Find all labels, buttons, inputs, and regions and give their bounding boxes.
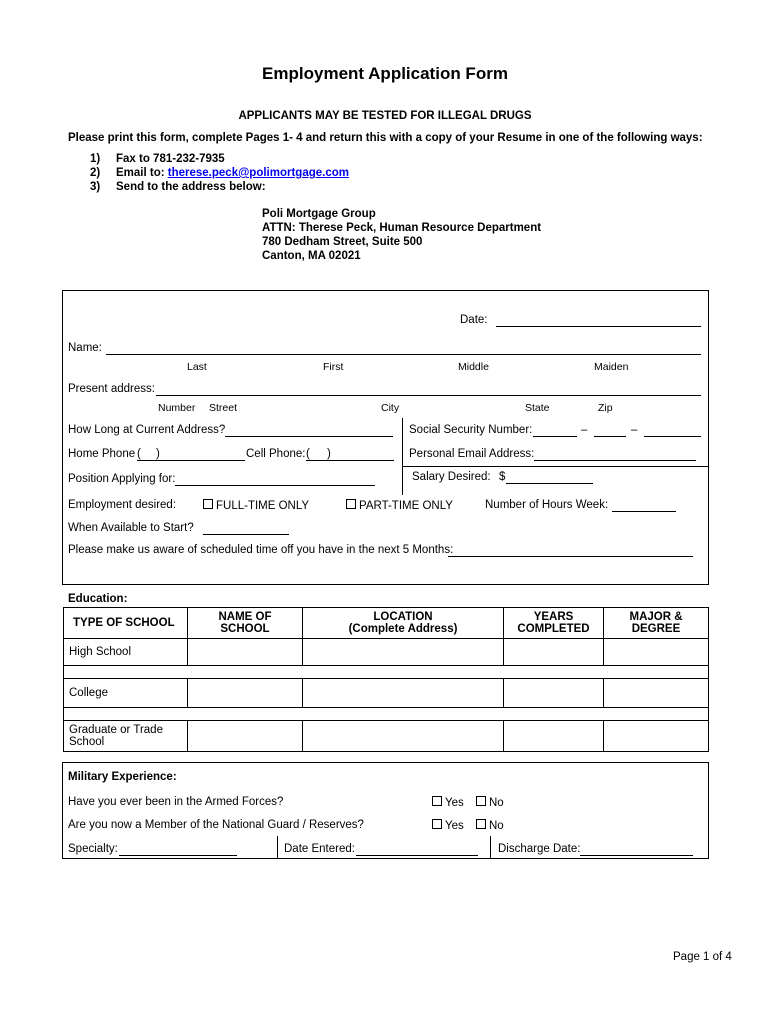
method-number: 1) [90,153,101,165]
name-part-last: Last [187,361,207,373]
address-line: Poli Mortgage Group [262,208,376,220]
guard-question: Are you now a Member of the National Guard / Reserves? [68,819,364,831]
paren-close: ) [156,448,160,460]
salary-currency: $ [499,471,506,483]
address-line: Canton, MA 02021 [262,250,361,262]
address-part-zip: Zip [598,402,613,414]
col-type-of-school: TYPE OF SCHOOL [64,608,188,639]
salary-field[interactable] [506,472,593,484]
name-field[interactable] [106,343,701,355]
col-major-line2: DEGREE [631,623,681,635]
date-entered-field[interactable] [356,844,478,856]
method-mail [90,181,266,193]
part-time-option[interactable] [346,499,453,512]
how-long-label: How Long at Current Address? [68,424,226,436]
table-row [64,679,709,708]
table-spacer-row [64,708,709,721]
method-text: Fax to 781-232-7935 [116,153,225,165]
table-cell[interactable] [188,721,303,752]
no-label: No [489,820,504,832]
table-cell[interactable] [604,721,709,752]
table-header-row [64,608,709,639]
ssn-field-1[interactable] [533,425,577,437]
yes-label: Yes [445,797,464,809]
row-label-college: College [64,679,188,708]
guard-yes[interactable] [432,819,464,832]
ssn-label: Social Security Number: [409,424,533,436]
col-major [604,608,709,639]
address-part-state: State [525,402,550,414]
ssn-dash: – [581,424,588,436]
home-phone-underline [137,449,245,461]
col-major-line1: MAJOR & [629,611,683,623]
paren-close: ) [327,448,331,460]
date-entered-label: Date Entered: [284,843,355,855]
table-cell[interactable] [504,721,604,752]
military-divider [277,836,278,859]
education-title: Education: [68,593,128,605]
name-part-middle: Middle [458,361,489,373]
instructions: Please print this form, complete Pages 1- 4 and return this with a copy of your Resume in one of the following ways: [68,132,703,144]
personal-info-box [62,290,709,585]
checkbox-icon[interactable] [346,499,356,509]
row-label-graduate [64,721,188,752]
address-line: 780 Dedham Street, Suite 500 [262,236,423,248]
specialty-label: Specialty: [68,843,118,855]
row-label-high-school: High School [64,639,188,666]
row-label-line1: Graduate or Trade [69,724,163,736]
checkbox-icon[interactable] [203,499,213,509]
yes-label: Yes [445,820,464,832]
time-off-field[interactable] [448,545,693,557]
position-label: Position Applying for: [68,473,176,485]
present-address-label: Present address: [68,383,155,395]
address-part-city: City [381,402,400,414]
discharge-date-label: Discharge Date: [498,843,581,855]
address-line: ATTN: Therese Peck, Human Resource Department [262,222,542,234]
table-cell[interactable] [604,639,709,666]
available-label: When Available to Start? [68,522,194,534]
specialty-field[interactable] [119,844,237,856]
row-label-line2: School [69,736,105,748]
date-field[interactable] [496,315,701,327]
table-row [64,721,709,752]
ssn-field-2[interactable] [594,425,626,437]
checkbox-icon[interactable] [476,796,486,806]
part-time-label: PART-TIME ONLY [359,500,453,512]
col-years-line2: COMPLETED [517,623,590,635]
email-field[interactable] [534,449,696,461]
method-email [90,167,349,179]
available-field[interactable] [203,523,289,535]
address-part-number: Number [158,402,196,414]
ssn-dash: – [631,424,638,436]
table-cell[interactable] [604,679,709,708]
salary-label: Salary Desired: [412,471,491,483]
name-label: Name: [68,342,102,354]
education-table [63,607,709,752]
no-label: No [489,797,504,809]
method-number: 2) [90,167,101,179]
form-title: Employment Application Form [262,64,508,83]
email-label: Personal Email Address: [409,448,535,460]
table-cell[interactable] [303,679,504,708]
guard-no[interactable] [476,819,504,832]
mailing-address [262,207,541,263]
discharge-date-field[interactable] [580,844,693,856]
paren-open: ( [137,448,141,460]
col-name-of-school: NAME OF SCHOOL [188,608,303,639]
armed-forces-question: Have you ever been in the Armed Forces? [68,796,284,808]
home-phone-label: Home Phone [68,448,136,460]
how-long-field[interactable] [225,425,393,437]
table-spacer-row [64,666,709,679]
table-cell[interactable] [303,721,504,752]
full-time-label: FULL-TIME ONLY [216,500,310,512]
name-part-first: First [323,361,344,373]
table-row [64,639,709,666]
cell-phone-label: Cell Phone: [246,448,306,460]
spacer-cell [64,666,709,679]
table-cell[interactable] [504,639,604,666]
employment-desired-label: Employment desired: [68,499,177,511]
table-cell[interactable] [303,639,504,666]
col-location [303,608,504,639]
present-address-field[interactable] [156,384,701,396]
method-number: 3) [90,181,101,193]
address-part-street: Street [209,402,238,414]
table-cell[interactable] [188,679,303,708]
position-field[interactable] [175,474,375,486]
checkbox-icon[interactable] [476,819,486,829]
table-cell[interactable] [504,679,604,708]
method-text: Email to: [116,167,168,179]
paren-open: ( [306,448,310,460]
drug-test-notice: APPLICANTS MAY BE TESTED FOR ILLEGAL DRUGS [238,110,532,122]
col-years-line1: YEARS [533,611,574,623]
col-years [504,608,604,639]
military-divider [490,836,491,859]
page-number: Page 1 of 4 [673,951,732,963]
cell-phone-underline [306,449,394,461]
military-title: Military Experience: [68,771,177,783]
time-off-label: Please make us aware of scheduled time off you have in the next 5 Months: [68,544,454,556]
column-divider [402,418,403,495]
hours-week-label: Number of Hours Week: [485,499,609,511]
date-label: Date: [460,314,488,326]
spacer-cell [64,708,709,721]
col-location-line2: (Complete Address) [348,623,458,635]
armed-forces-no[interactable] [476,796,504,809]
name-part-maiden: Maiden [594,361,629,373]
full-time-option[interactable] [203,499,309,512]
armed-forces-yes[interactable] [432,796,464,809]
ssn-field-3[interactable] [644,425,701,437]
row-divider [402,466,708,467]
method-fax [90,153,225,165]
method-text: Send to the address below: [116,181,266,193]
hours-week-field[interactable] [612,500,676,512]
email-link[interactable]: therese.peck@polimortgage.com [167,167,349,179]
checkbox-icon[interactable] [432,796,442,806]
col-location-line1: LOCATION [373,611,433,623]
table-cell[interactable] [188,639,303,666]
checkbox-icon[interactable] [432,819,442,829]
